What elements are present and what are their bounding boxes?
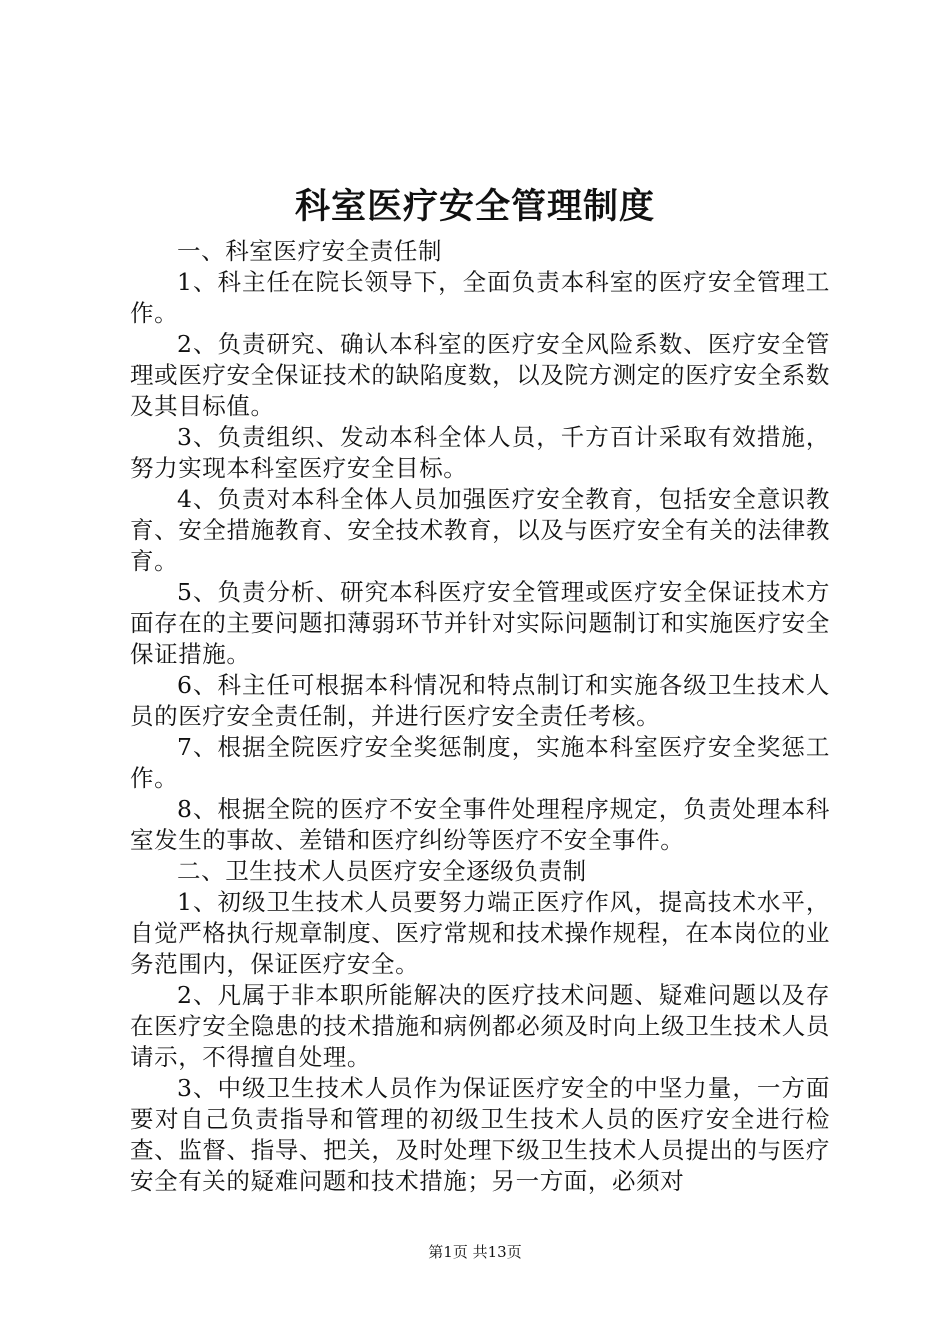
paragraph: 3、中级卫生技术人员作为保证医疗安全的中坚力量，一方面要对自己负责指导和管理的初级卫生技术人员的医疗安全进行检查、监督、指导、把关，及时处理下级卫生技术人员提出的与医疗安全有关的疑难问题和技术措施；另一方面，必须对 <box>130 1074 830 1195</box>
document-title: 科室医疗安全管理制度 <box>294 186 655 227</box>
paragraph: 1、科主任在院长领导下，全面负责本科室的医疗安全管理工作。 <box>130 268 830 327</box>
paragraph: 8、根据全院的医疗不安全事件处理程序规定，负责处理本科室发生的事故、差错和医疗纠纷等医疗不安全事件。 <box>130 795 830 854</box>
paragraph: 3、负责组织、发动本科全体人员，千方百计采取有效措施，努力实现本科室医疗安全目标。 <box>130 423 830 482</box>
document-body <box>130 236 830 1197</box>
paragraph: 2、负责研究、确认本科室的医疗安全风险系数、医疗安全管理或医疗安全保证技术的缺陷度数，以及院方测定的医疗安全系数及其目标值。 <box>130 330 830 420</box>
paragraph: 6、科主任可根据本科情况和特点制订和实施各级卫生技术人员的医疗安全责任制，并进行医疗安全责任考核。 <box>130 671 830 730</box>
paragraph: 1、初级卫生技术人员要努力端正医疗作风，提高技术水平，自觉严格执行规章制度、医疗常规和技术操作规程，在本岗位的业务范围内，保证医疗安全。 <box>130 888 830 978</box>
page-footer: 第1页 共13页 <box>428 1243 522 1261</box>
paragraph: 5、负责分析、研究本科医疗安全管理或医疗安全保证技术方面存在的主要问题扣薄弱环节并针对实际问题制订和实施医疗安全保证措施。 <box>130 578 830 668</box>
paragraph: 4、负责对本科全体人员加强医疗安全教育，包括安全意识教育、安全措施教育、安全技术教育，以及与医疗安全有关的法律教育。 <box>130 485 830 575</box>
paragraph: 7、根据全院医疗安全奖惩制度，实施本科室医疗安全奖惩工作。 <box>130 733 830 792</box>
section-heading-2: 二、卫生技术人员医疗安全逐级负责制 <box>177 857 587 885</box>
paragraph: 2、凡属于非本职所能解决的医疗技术问题、疑难问题以及存在医疗安全隐患的技术措施和病例都必须及时向上级卫生技术人员请示，不得擅自处理。 <box>130 981 830 1071</box>
section-heading-1: 一、科室医疗安全责任制 <box>177 237 443 265</box>
